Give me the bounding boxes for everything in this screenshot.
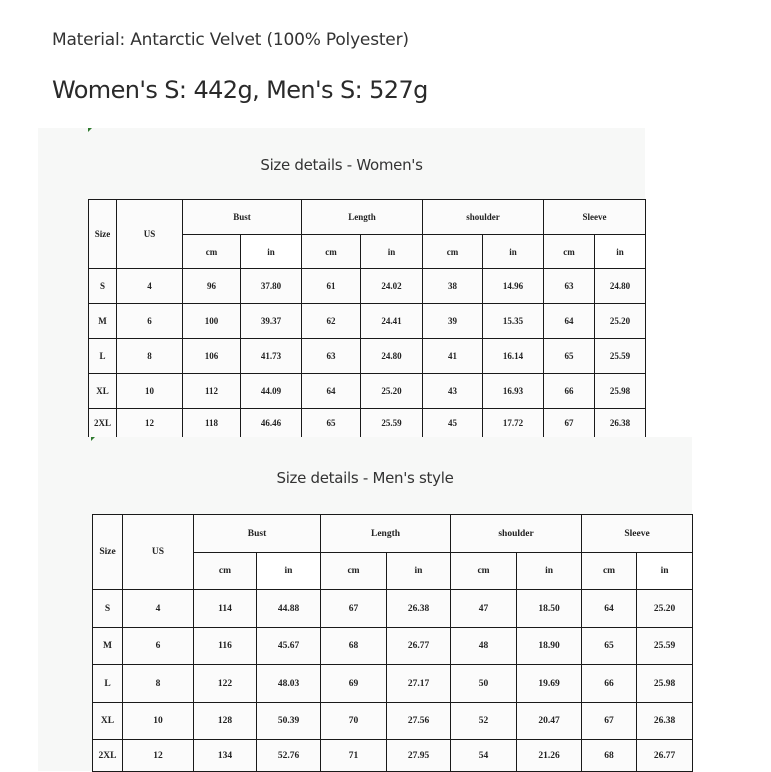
cell-sleeve-cm: 64	[582, 590, 637, 628]
unit-in: in	[387, 553, 451, 590]
cell-shoulder-in: 17.72	[483, 409, 544, 438]
cell-length-cm: 71	[321, 740, 387, 772]
weight-text: Women's S: 442g, Men's S: 527g	[52, 76, 428, 104]
cell-shoulder-cm: 41	[423, 339, 483, 374]
cell-shoulder-cm: 38	[423, 269, 483, 304]
cell-length-in: 25.59	[361, 409, 423, 438]
unit-cm: cm	[302, 235, 361, 269]
header-bust: Bust	[183, 200, 302, 235]
cell-shoulder-in: 18.50	[517, 590, 582, 628]
cell-sleeve-in: 24.80	[595, 269, 646, 304]
cell-shoulder-in: 16.14	[483, 339, 544, 374]
material-text: Material: Antarctic Velvet (100% Polyester)	[52, 30, 409, 50]
cell-size: S	[89, 269, 117, 304]
header-sleeve: Sleeve	[544, 200, 646, 235]
cell-length-cm: 67	[321, 590, 387, 628]
cell-shoulder-cm: 45	[423, 409, 483, 438]
unit-in: in	[517, 553, 582, 590]
cell-shoulder-cm: 47	[451, 590, 517, 628]
cell-sleeve-cm: 64	[544, 304, 595, 339]
cell-sleeve-cm: 65	[582, 628, 637, 665]
cell-bust-in: 37.80	[241, 269, 302, 304]
cell-length-cm: 64	[302, 374, 361, 409]
cell-bust-in: 44.09	[241, 374, 302, 409]
cell-size: 2XL	[93, 740, 123, 772]
cell-bust-cm: 114	[194, 590, 257, 628]
unit-in: in	[361, 235, 423, 269]
unit-cm: cm	[451, 553, 517, 590]
cell-size: M	[93, 628, 123, 665]
cell-bust-cm: 116	[194, 628, 257, 665]
cell-length-in: 26.77	[387, 628, 451, 665]
cell-shoulder-in: 15.35	[483, 304, 544, 339]
women-size-table	[88, 199, 646, 438]
cell-us: 12	[123, 740, 194, 772]
cell-bust-cm: 106	[183, 339, 241, 374]
cell-size: S	[93, 590, 123, 628]
cell-length-cm: 63	[302, 339, 361, 374]
cell-sleeve-in: 26.38	[595, 409, 646, 438]
cell-shoulder-cm: 54	[451, 740, 517, 772]
cell-shoulder-cm: 52	[451, 703, 517, 740]
unit-cm: cm	[582, 553, 637, 590]
header-shoulder: shoulder	[423, 200, 544, 235]
cell-size: XL	[93, 703, 123, 740]
unit-cm: cm	[183, 235, 241, 269]
cell-us: 8	[117, 339, 183, 374]
cell-shoulder-in: 18.90	[517, 628, 582, 665]
men-size-table	[92, 514, 693, 772]
cell-shoulder-cm: 48	[451, 628, 517, 665]
cell-sleeve-in: 25.59	[595, 339, 646, 374]
cell-sleeve-in: 26.38	[637, 703, 693, 740]
cell-sleeve-cm: 66	[544, 374, 595, 409]
unit-cm: cm	[321, 553, 387, 590]
table-row	[93, 703, 693, 740]
table-row	[93, 628, 693, 665]
table-row	[89, 409, 646, 438]
header-sleeve: Sleeve	[582, 515, 693, 553]
cell-length-in: 25.20	[361, 374, 423, 409]
cell-length-cm: 65	[302, 409, 361, 438]
cell-shoulder-in: 21.26	[517, 740, 582, 772]
header-size: Size	[93, 515, 123, 590]
cell-shoulder-in: 19.69	[517, 665, 582, 703]
cell-bust-cm: 112	[183, 374, 241, 409]
header-size: Size	[89, 200, 117, 269]
cell-bust-cm: 118	[183, 409, 241, 438]
unit-in: in	[241, 235, 302, 269]
cell-bust-in: 39.37	[241, 304, 302, 339]
cell-us: 4	[117, 269, 183, 304]
cell-shoulder-cm: 43	[423, 374, 483, 409]
cell-size: M	[89, 304, 117, 339]
cell-bust-in: 44.88	[257, 590, 321, 628]
cell-us: 8	[123, 665, 194, 703]
cell-us: 4	[123, 590, 194, 628]
cell-us: 10	[123, 703, 194, 740]
table-row	[89, 304, 646, 339]
table-row	[93, 590, 693, 628]
cell-size: L	[89, 339, 117, 374]
cell-bust-cm: 100	[183, 304, 241, 339]
cell-length-cm: 69	[321, 665, 387, 703]
table-row	[89, 269, 646, 304]
cell-size: 2XL	[89, 409, 117, 438]
cell-us: 10	[117, 374, 183, 409]
cell-shoulder-cm: 39	[423, 304, 483, 339]
cell-length-cm: 70	[321, 703, 387, 740]
cell-length-in: 27.17	[387, 665, 451, 703]
cell-bust-cm: 134	[194, 740, 257, 772]
unit-cm: cm	[194, 553, 257, 590]
cell-sleeve-in: 25.20	[595, 304, 646, 339]
cell-length-cm: 61	[302, 269, 361, 304]
table-row	[93, 740, 693, 772]
header-us: US	[117, 200, 183, 269]
unit-in: in	[637, 553, 693, 590]
table-row	[93, 665, 693, 703]
unit-in: in	[257, 553, 321, 590]
table-row	[89, 339, 646, 374]
cell-bust-in: 46.46	[241, 409, 302, 438]
cell-length-in: 27.95	[387, 740, 451, 772]
cell-sleeve-cm: 65	[544, 339, 595, 374]
cell-length-cm: 68	[321, 628, 387, 665]
women-size-chart	[38, 128, 645, 437]
cell-size: L	[93, 665, 123, 703]
cell-bust-cm: 128	[194, 703, 257, 740]
cell-shoulder-in: 16.93	[483, 374, 544, 409]
cell-shoulder-in: 14.96	[483, 269, 544, 304]
cell-bust-cm: 122	[194, 665, 257, 703]
cell-sleeve-cm: 63	[544, 269, 595, 304]
cell-shoulder-cm: 50	[451, 665, 517, 703]
cell-shoulder-in: 20.47	[517, 703, 582, 740]
header-bust: Bust	[194, 515, 321, 553]
unit-cm: cm	[423, 235, 483, 269]
unit-cm: cm	[544, 235, 595, 269]
table-row	[89, 374, 646, 409]
cell-length-in: 26.38	[387, 590, 451, 628]
cell-us: 6	[123, 628, 194, 665]
cell-length-in: 24.80	[361, 339, 423, 374]
cell-bust-in: 41.73	[241, 339, 302, 374]
cell-sleeve-in: 25.98	[637, 665, 693, 703]
header-length: Length	[321, 515, 451, 553]
cell-length-in: 27.56	[387, 703, 451, 740]
cell-bust-cm: 96	[183, 269, 241, 304]
unit-in: in	[595, 235, 646, 269]
cell-sleeve-in: 25.98	[595, 374, 646, 409]
corner-mark-icon	[88, 128, 92, 132]
header-us: US	[123, 515, 194, 590]
cell-sleeve-cm: 67	[544, 409, 595, 438]
cell-bust-in: 50.39	[257, 703, 321, 740]
unit-in: in	[483, 235, 544, 269]
corner-mark-icon	[91, 437, 95, 441]
cell-sleeve-in: 25.59	[637, 628, 693, 665]
women-chart-title: Size details - Women's	[260, 156, 423, 174]
header-shoulder: shoulder	[451, 515, 582, 553]
cell-sleeve-cm: 66	[582, 665, 637, 703]
cell-sleeve-cm: 67	[582, 703, 637, 740]
cell-sleeve-cm: 68	[582, 740, 637, 772]
men-size-chart	[38, 437, 692, 771]
men-chart-title: Size details - Men's style	[276, 469, 454, 487]
cell-bust-in: 48.03	[257, 665, 321, 703]
cell-length-in: 24.41	[361, 304, 423, 339]
cell-sleeve-in: 25.20	[637, 590, 693, 628]
cell-us: 6	[117, 304, 183, 339]
cell-size: XL	[89, 374, 117, 409]
cell-us: 12	[117, 409, 183, 438]
cell-bust-in: 45.67	[257, 628, 321, 665]
cell-sleeve-in: 26.77	[637, 740, 693, 772]
cell-length-cm: 62	[302, 304, 361, 339]
header-length: Length	[302, 200, 423, 235]
cell-length-in: 24.02	[361, 269, 423, 304]
cell-bust-in: 52.76	[257, 740, 321, 772]
